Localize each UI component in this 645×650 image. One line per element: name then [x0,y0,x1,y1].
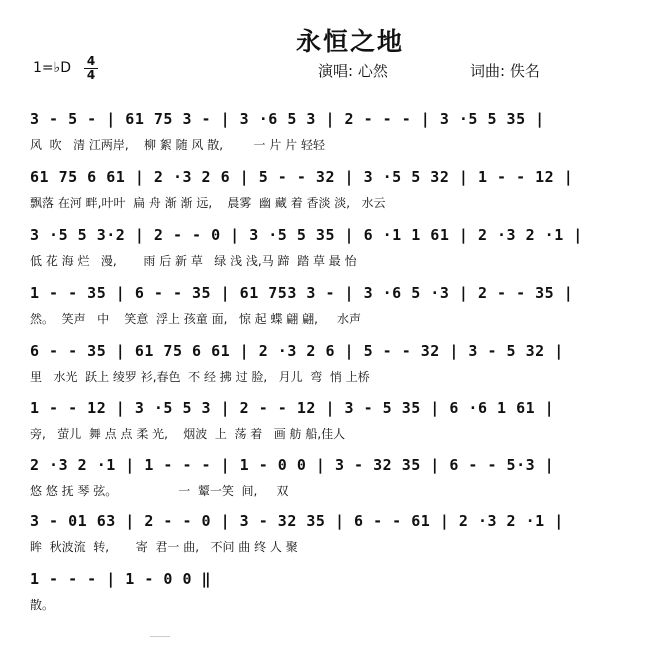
key-signature: 1=♭D [33,60,72,76]
notation-row: 1 - - 35 | 6 - - 35 | 61 753 3 - | 3 ·6 5 ·3 | 2 - - 35 | [30,284,574,302]
lyrics-row: 散。 [30,598,55,612]
lyrics-row: 低 花 海 烂 漫, 雨 后 新 草 绿 浅 浅,马 蹄 踏 草 最 怡 [30,254,357,268]
lyrics-row: 旁, 萤儿 舞 点 点 柔 光, 烟波 上 荡 着 画 舫 船,佳人 [30,427,346,441]
notation-row: 2 ·3 2 ·1 | 1 - - - | 1 - 0 0 | 3 - 32 35 | 6 - - 5·3 | [30,456,555,474]
lyrics-row: 然。 笑声 中 笑意 浮上 孩童 面, 惊 起 蝶 翩 翩, 水声 [30,312,361,326]
lyrics-row: 风 吹 清 江两岸, 柳 絮 随 风 散, 一 片 片 轻轻 [30,138,325,152]
notation-row: 3 - 5 - | 61 75 3 - | 3 ·6 5 3 | 2 - - - | 3 ·5 5 35 | [30,110,545,128]
notation-row: 3 - 01 63 | 2 - - 0 | 3 - 32 35 | 6 - - 61 | 2 ·3 2 ·1 | [30,512,564,530]
lyrics-row: 眸 秋波流 转, 寄 君一 曲, 不问 曲 终 人 聚 [30,540,298,554]
author-credit: 词曲: 佚名 [470,62,540,80]
singer-credit: 演唱: 心然 [318,62,388,80]
notation-row: 3 ·5 5 3·2 | 2 - - 0 | 3 ·5 5 35 | 6 ·1 1 61 | 2 ·3 2 ·1 | [30,226,583,244]
notation-row: 1 - - - | 1 - 0 0 ‖ [30,570,212,588]
notation-row: 1 - - 12 | 3 ·5 5 3 | 2 - - 12 | 3 - 5 35 | 6 ·6 1 61 | [30,399,555,417]
lyrics-row: 飘落 在河 畔,叶叶 扁 舟 渐 渐 远, 晨雾 幽 藏 着 香淡 淡, 水云 [30,196,386,210]
time-signature [84,56,98,81]
meter-bottom: 4 [86,68,96,82]
notation-row: 6 - - 35 | 61 75 6 61 | 2 ·3 2 6 | 5 - - 32 | 3 - 5 32 | [30,342,564,360]
meter-top: 4 [86,54,96,68]
song-title: 永恒之地 [296,27,405,56]
divider [150,636,170,637]
notation-row: 61 75 6 61 | 2 ·3 2 6 | 5 - - 32 | 3 ·5 5 32 | 1 - - 12 | [30,168,574,186]
lyrics-row: 里 水光 跃上 绫罗 衫,春色 不 经 拂 过 脸, 月儿 弯 悄 上桥 [30,370,370,384]
lyrics-row: 悠 悠 抚 琴 弦。 一 颦一笑 间, 双 [30,484,289,498]
